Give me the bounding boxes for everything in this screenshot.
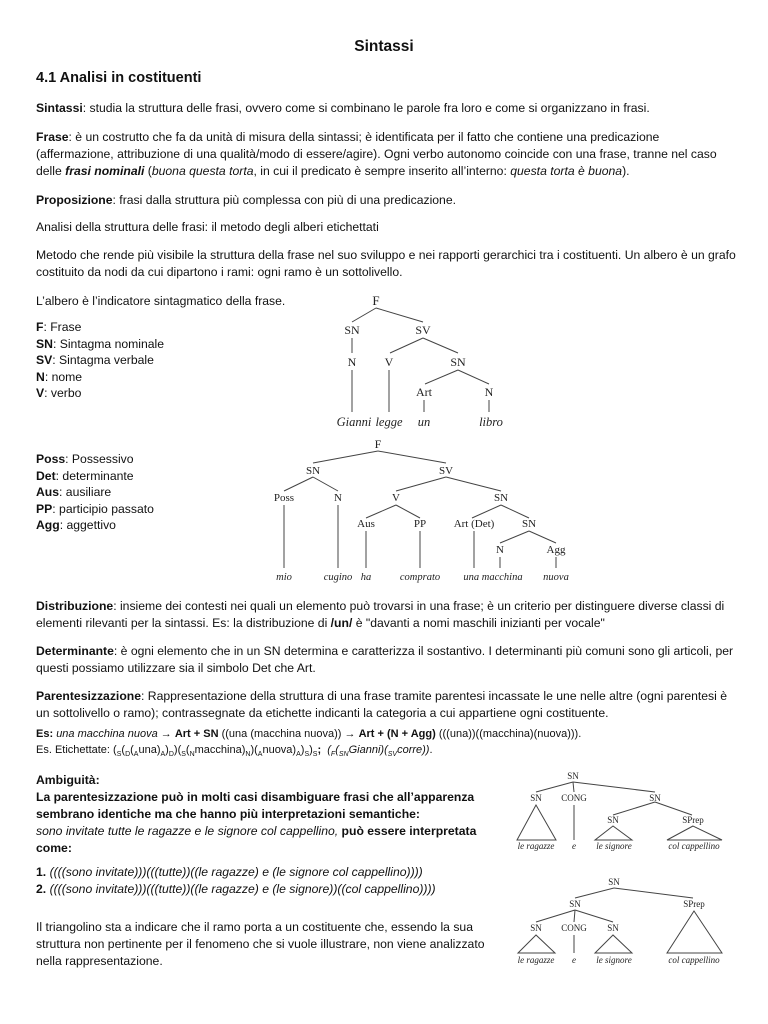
etichettate-line: Es. Etichettate: $(_S(_D(_Auna)_A)_D)(_S(_Nmacchina)_N)(_Anuova)_A)_S)_S$; $(_F(_{SN}Gianni)(_{SV}corre))$. [36,744,433,759]
tree-word: mio [276,572,292,583]
legend-item: Aus: ausiliare [36,485,112,499]
tree-node: SN [530,923,542,933]
tree-node: Aus [357,518,375,530]
legend-item: SN: Sintagma nominale [36,336,165,351]
tree-node: N [347,355,357,369]
tree-node: F [372,293,380,308]
metodo-text: Metodo che rende più visibile la struttura della frase nel suo sviluppo e nei rapporti gerarchici tra i costituenti. Un albero è un grafo costituito da nodi da cui dipartono i rami: ogni ramo è un sottolivello. [36,248,736,279]
term: Ambiguità: [36,773,100,787]
tree-node: SN [607,923,619,933]
analisi-heading: Analisi della struttura delle frasi: il metodo degli alberi etichettati [36,220,379,234]
section-heading: 4.1 Analisi in costituenti [36,70,202,86]
frase-definition: Frase: è un costrutto che fa da unità di misura della sintassi; è identificata per il fatto che contiene una predicazione (affermazione, attribuzione di una qualità/modo di essere/agire). Ogni verbo autonomo coincide con una frase, tranne nel caso delle frasi nominali (buona questa torta, in cui il predicato è sempre inserito all’interno: questa torta è buona). [36,130,717,178]
tree-word: col cappellino [668,955,720,965]
es-line: Es: una macchina nuova → Art + SN ((una (macchina nuova)) → Art + (N + Agg) (((una))((macchina)(nuova))). [36,728,582,740]
parentesizzazione-definition: Parentesizzazione: Rappresentazione della struttura di una frase tramite parentesi incassate le une nelle altre (ogni parentesi è un sottolivello o ramo); contrassegnate da etichette indicanti la categoria a cui appartiene ogni costituente. [36,689,728,720]
legend-item: PP: participio passato [36,501,154,516]
tree-word: legge [375,415,403,429]
tree-node: SPrep [682,815,704,825]
term: Distribuzione [36,599,114,613]
term: Frase [36,130,69,144]
tree-node: SV [438,465,454,477]
interpretation-item: 2. ((((sono invitate)))(((tutte))((le ragazze) e (le signore))((col cappellino)))) [36,882,436,896]
tree-word: ha [360,572,372,583]
tree-word: e [572,955,576,965]
tree-word: una macchina [463,572,523,583]
tree-node: Art [416,385,432,399]
tree-node: N [334,492,342,504]
tree-node: SV [415,323,431,337]
tree-word: cugino [323,572,353,583]
tree-node: SN [493,492,509,504]
tree-node: SN [305,465,321,477]
tree-word: le ragazze [517,955,555,965]
tree-word: libro [479,415,503,429]
tree-node: SN [344,323,360,337]
tree-node: N [496,544,504,556]
tree-node: SN [567,771,579,781]
triangolino-text: Il triangolino sta a indicare che il ramo porta a un costituente che, essendo la sua struttura non pertinente per il fenomeno che si vuole illustrare, non viene analizzato nella rappresentazione. [36,920,485,968]
tree-node: PP [413,518,427,530]
distribuzione-definition: Distribuzione: insieme dei contesti nei quali un elemento può trovarsi in una frase; è un criterio per distinguere diverse classi di elementi rilevanti per la sintassi. Es: la distribuzione di /un/ è "davanti a nomi maschili inizianti per vocale" [36,599,725,630]
tree-node: SN [450,355,466,369]
tree-node: SN [521,518,537,530]
tree-word: Gianni [336,415,372,429]
legend-item: Agg: aggettivo [36,518,116,532]
tree-node: SN [608,877,620,887]
tree-node: SN [569,899,581,909]
legend-item: SV: Sintagma verbale [36,353,154,367]
interpretation-item: 1. ((((sono invitate)))(((tutte))((le ragazze) e (le signore col cappellino)))) [36,865,423,879]
term: Sintassi [36,101,83,115]
tree-word: comprato [399,572,441,583]
ambiguita-block: Ambiguità: La parentesizzazione può in molti casi disambiguare frasi che all’apparenza sembrano identiche ma che hanno più interpretazioni semantiche: sono invitate tutte le ragazze e le signore col cappellino, può essere interpretata come: [36,773,477,855]
page-title: Sintassi [354,38,414,55]
legend-item: Poss: Possessivo [36,452,134,466]
legend-item: Det: determinante [36,468,134,483]
tree-word: col cappellino [668,841,720,851]
term: Parentesizzazione [36,689,141,703]
tree-word: e [572,841,576,851]
tree-node: SPrep [683,899,705,909]
tree-node: CONG [561,793,587,803]
proposizione-definition: Proposizione: frasi dalla struttura più complessa con più di una predicazione. [36,193,457,207]
tree-word: le signore [596,841,632,851]
tree-node: V [384,355,394,369]
legend-item: V: verbo [36,386,82,400]
sintassi-definition: Sintassi: studia la struttura delle frasi, ovvero come si combinano le parole fra loro e come si organizzano in frasi. [36,101,650,115]
tree-word: le ragazze [517,841,555,851]
tree-word: nuova [543,572,569,583]
term: Proposizione [36,193,113,207]
tree-node: Agg [546,544,566,556]
tree-node: N [484,385,494,399]
tree-node: Art (Det) [453,518,495,530]
tree-node: SN [530,793,542,803]
legend-item: N: nome [36,369,83,384]
albero-intro: L’albero è l’indicatore sintagmatico della frase. [36,294,286,308]
tree-node: Poss [273,492,295,504]
tree-node: SN [649,793,661,803]
tree-node: F [374,437,382,451]
term: Determinante [36,644,114,658]
tree-word: le signore [596,955,632,965]
tree-node: V [392,492,400,504]
tree-word: un [417,415,431,429]
tree-node: CONG [561,923,587,933]
determinante-definition: Determinante: è ogni elemento che in un SN determina e caratterizza il sostantivo. I determinanti più comuni sono gli articoli, per questi possiamo utilizzare sia il simbolo Det che Art. [36,644,734,675]
tree-node: SN [607,815,619,825]
legend-item: F: Frase [36,320,82,334]
